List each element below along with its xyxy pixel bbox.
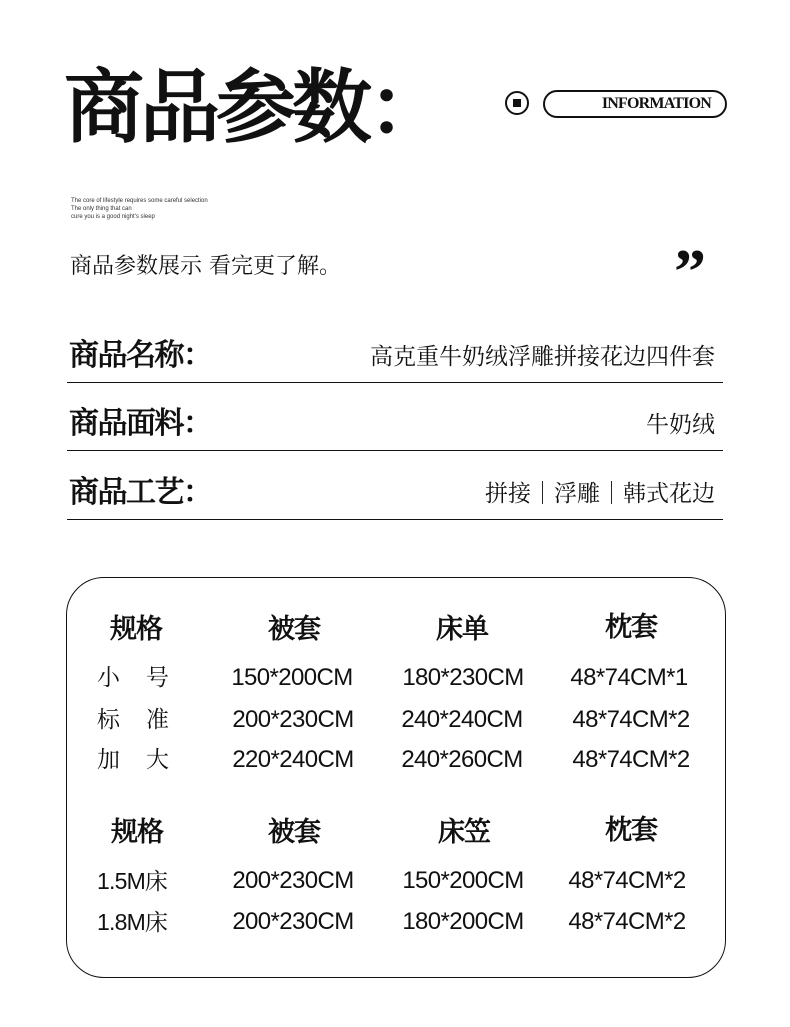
param-row-craft — [67, 473, 723, 520]
param-label: 商品工艺： — [69, 475, 212, 510]
table2-cell: 200*230CM — [232, 908, 354, 935]
spec-table-box — [66, 577, 726, 978]
table2-cell: 48*74CM*2 — [568, 908, 686, 935]
table1-cell: 48*74CM*1 — [570, 664, 688, 691]
table1-header-spec: 规格 — [110, 614, 162, 645]
table1-cell: 48*74CM*2 — [572, 746, 690, 773]
table1-cell: 48*74CM*2 — [572, 706, 690, 733]
param-label: 商品名称： — [69, 338, 212, 373]
table2-header-spec: 规格 — [111, 817, 163, 848]
table1-cell: 200*230CM — [232, 706, 354, 733]
table1-row-label: 标准 — [97, 707, 195, 733]
table1-header-sheet: 床单 — [436, 614, 488, 645]
param-value: 高克重牛奶绒浮雕拼接花边四件套 — [370, 344, 715, 370]
table1-cell: 180*230CM — [402, 664, 524, 691]
table2-cell: 200*230CM — [232, 867, 354, 894]
information-pill: INFORMATION — [543, 90, 727, 118]
tagline-line-1: The core of lifestyle requires some careful selection — [71, 198, 208, 204]
table1-cell: 240*260CM — [401, 746, 523, 773]
square-dot-icon — [505, 91, 529, 115]
table1-header-pillow: 枕套 — [605, 612, 657, 643]
quote-mark-icon: ” — [674, 242, 706, 290]
table1-cell: 220*240CM — [232, 746, 354, 773]
param-row-name — [67, 336, 723, 383]
page-title: 商品参数： — [64, 61, 444, 154]
table2-header-fitted-sheet: 床笠 — [438, 817, 490, 848]
table1-header-duvet: 被套 — [268, 614, 320, 645]
table1-cell: 240*240CM — [401, 706, 523, 733]
table2-row-label: 1.5M床 — [97, 868, 168, 894]
table2-row-label: 1.8M床 — [97, 909, 168, 935]
subtitle: 商品参数展示 看完更了解。 — [70, 254, 341, 279]
table2-cell: 150*200CM — [402, 867, 524, 894]
table2-cell: 180*200CM — [402, 908, 524, 935]
param-row-fabric — [67, 404, 723, 451]
table1-cell: 150*200CM — [231, 664, 353, 691]
information-badge — [505, 90, 727, 120]
tagline — [71, 197, 208, 221]
tagline-line-3: cure you is a good night's sleep — [71, 214, 155, 220]
table2-header-duvet: 被套 — [268, 817, 320, 848]
table1-row-label: 加大 — [97, 747, 195, 773]
param-value: 拼接｜浮雕｜韩式花边 — [485, 481, 715, 507]
table1-row-label: 小号 — [97, 665, 195, 691]
param-value: 牛奶绒 — [646, 412, 715, 438]
table2-cell: 48*74CM*2 — [568, 867, 686, 894]
param-label: 商品面料： — [69, 406, 212, 441]
table2-header-pillow: 枕套 — [605, 815, 657, 846]
tagline-line-2: The only thing that can — [71, 206, 132, 212]
